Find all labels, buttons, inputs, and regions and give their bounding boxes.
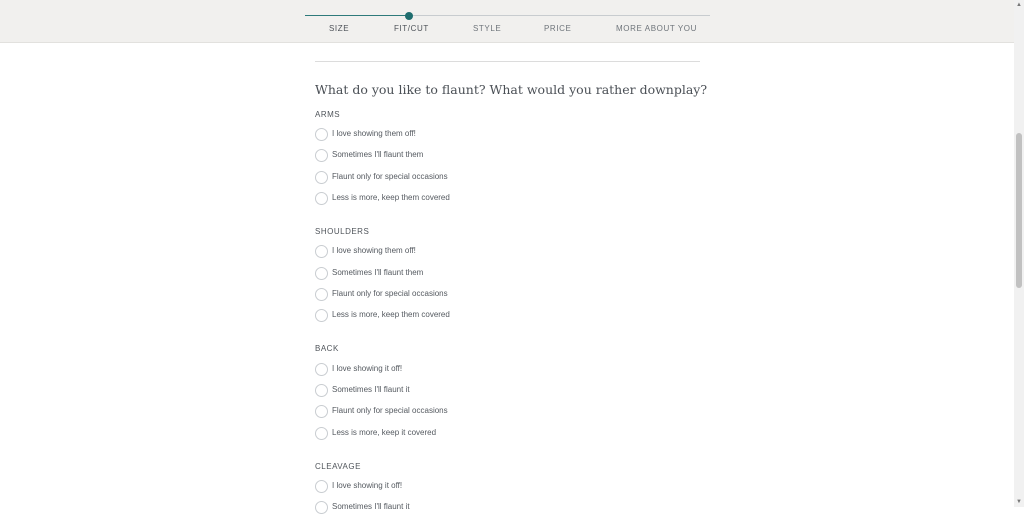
option-label: Flaunt only for special occasions: [332, 172, 448, 181]
radio-button[interactable]: [315, 128, 328, 141]
triangle-down-icon[interactable]: ▼: [1016, 499, 1022, 505]
page-scrollbar[interactable]: [1014, 0, 1024, 507]
option-label: Sometimes I'll flaunt them: [332, 150, 424, 159]
radio-button[interactable]: [315, 267, 328, 280]
radio-button[interactable]: [315, 427, 328, 440]
radio-button[interactable]: [315, 501, 328, 514]
radio-button[interactable]: [315, 384, 328, 397]
option-label: I love showing it off!: [332, 364, 403, 373]
question-heading: What do you like to flaunt? What would you rather downplay?: [315, 82, 708, 97]
option-label: Sometimes I'll flaunt it: [332, 385, 410, 394]
radio-button[interactable]: [315, 363, 328, 376]
step-fit-cut[interactable]: FIT/CUT: [394, 24, 429, 33]
option-label: Less is more, keep it covered: [332, 428, 437, 437]
progress-fill: [305, 15, 409, 16]
section-divider: [315, 61, 700, 62]
option-label: Flaunt only for special occasions: [332, 289, 448, 298]
radio-button[interactable]: [315, 480, 328, 493]
option-label: Less is more, keep them covered: [332, 193, 450, 202]
radio-button[interactable]: [315, 192, 328, 205]
section-heading-back: BACK: [315, 344, 339, 353]
option-label: I love showing it off!: [332, 481, 403, 490]
option-label: Flaunt only for special occasions: [332, 406, 448, 415]
radio-button[interactable]: [315, 405, 328, 418]
scrollbar-thumb[interactable]: [1016, 133, 1022, 288]
radio-button[interactable]: [315, 149, 328, 162]
option-label: I love showing them off!: [332, 246, 416, 255]
section-heading-cleavage: CLEAVAGE: [315, 462, 361, 471]
option-label: Sometimes I'll flaunt it: [332, 502, 410, 511]
radio-button[interactable]: [315, 288, 328, 301]
option-label: Sometimes I'll flaunt them: [332, 268, 424, 277]
progress-current-dot: [405, 12, 413, 20]
progress-header: [0, 0, 1014, 43]
section-heading-arms: ARMS: [315, 110, 341, 119]
radio-button[interactable]: [315, 309, 328, 322]
radio-button[interactable]: [315, 171, 328, 184]
section-heading-shoulders: SHOULDERS: [315, 227, 370, 236]
step-more-about-you[interactable]: MORE ABOUT YOU: [616, 24, 698, 33]
option-label: Less is more, keep them covered: [332, 310, 450, 319]
step-size[interactable]: SIZE: [329, 24, 350, 33]
triangle-up-icon[interactable]: ▲: [1016, 2, 1022, 8]
radio-button[interactable]: [315, 245, 328, 258]
option-label: I love showing them off!: [332, 129, 416, 138]
step-price[interactable]: PRICE: [544, 24, 572, 33]
step-style[interactable]: STYLE: [473, 24, 502, 33]
